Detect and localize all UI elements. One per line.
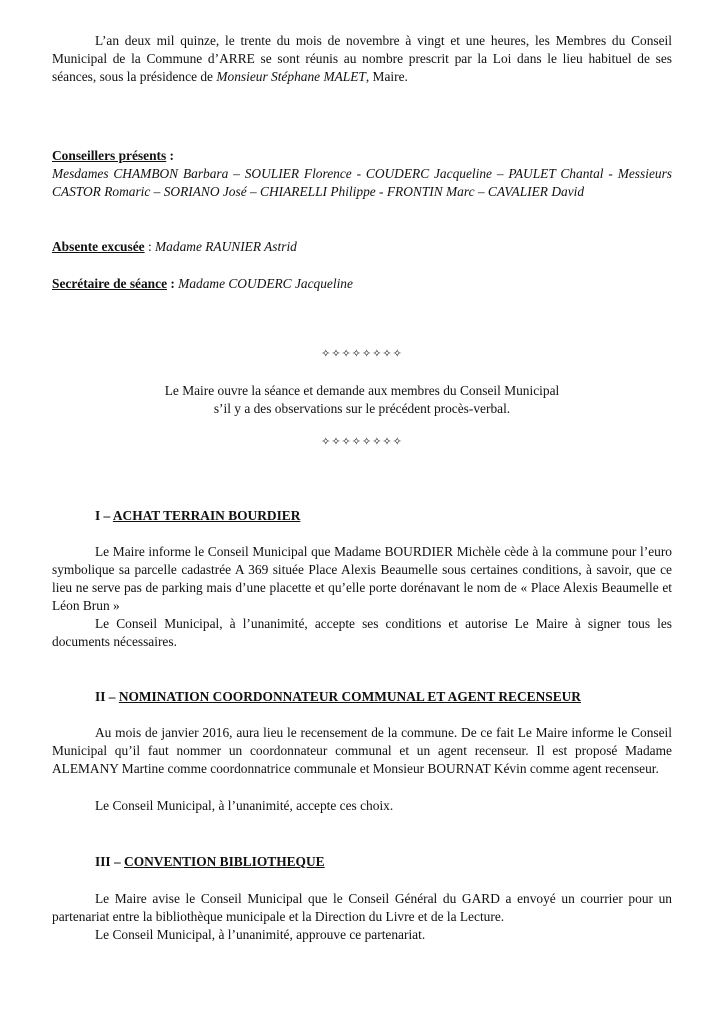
section-2-paragraph-2: Le Conseil Municipal, à l’unanimité, accepte ces choix. [95, 798, 394, 813]
section-2-heading [95, 688, 581, 706]
section-3-title: CONVENTION BIBLIOTHEQUE [124, 854, 325, 869]
presents-names: Mesdames CHAMBON Barbara – SOULIER Florence - COUDERC Jacqueline – PAULET Chantal - Messieurs CASTOR Romaric – SORIANO José – CHIARELLI Philippe - FRONTIN Marc – CAVALIER David [52, 166, 672, 199]
presents-colon: : [166, 148, 174, 163]
secretaire-colon: : [167, 276, 179, 291]
section-2-paragraph-1: Au mois de janvier 2016, aura lieu le recensement de la commune. De ce fait Le Maire informe le Conseil Municipal qu’il faut nommer un coordonnateur communal et un agent recenseur. Il est proposé Madame ALEMANY Martine comme coordonnatrice communale et Monsieur BOURNAT Kévin comme agent recenseur. [52, 725, 672, 776]
presents-label: Conseillers présents [52, 148, 167, 163]
section-3-paragraph-2: Le Conseil Municipal, à l’unanimité, approuve ce partenariat. [95, 927, 426, 942]
intro-text-end: , Maire. [365, 69, 408, 84]
section-1-title: ACHAT TERRAIN BOURDIER [112, 508, 301, 523]
section-3-heading [95, 853, 325, 871]
absent-name: Madame RAUNIER Astrid [155, 239, 297, 254]
opening-paragraph [52, 382, 672, 418]
intro-paragraph [52, 32, 672, 86]
section-1-paragraph-2: Le Conseil Municipal, à l’unanimité, accepte ses conditions et autorise Le Maire à signer tous les documents nécessaires. [52, 616, 672, 649]
separator-bottom: ✧✧✧✧✧✧✧✧ [321, 435, 403, 448]
absent-colon: : [144, 239, 156, 254]
absent-label: Absente excusée [52, 239, 145, 254]
section-1-number: I – [95, 508, 113, 523]
opening-line-2: s’il y a des observations sur le précédent procès-verbal. [213, 401, 511, 416]
intro-text: L’an deux mil quinze, le trente du mois de novembre à vingt et une heures, les Membres du Conseil Municipal de la Commune d’ARRE se sont réunis au nombre prescrit par la Loi dans le lieu habituel de ses séances, sous la présidence de [52, 33, 672, 84]
section-1-paragraph-1: Le Maire informe le Conseil Municipal que Madame BOURDIER Michèle cède à la commune pour l’euro symbolique sa parcelle cadastrée A 369 située Place Alexis Beaumelle sous certaines conditions, à savoir, que ce lieu ne serve pas de parking mais d’une placette et qu’elle porte dorénavant le nom de « Place Alexis Beaumelle et Léon Brun » [52, 544, 672, 613]
secretaire-label: Secrétaire de séance [52, 276, 168, 291]
absent-line [52, 238, 672, 256]
secretaire-name: Madame COUDERC Jacqueline [178, 276, 353, 291]
separator-top: ✧✧✧✧✧✧✧✧ [321, 347, 403, 360]
section-3-paragraph-1: Le Maire avise le Conseil Municipal que le Conseil Général du GARD a envoyé un courrier pour un partenariat entre la bibliothèque municipale et la Direction du Livre et de la Lecture. [52, 891, 672, 924]
secretaire-line [52, 275, 672, 293]
presents-block [52, 147, 672, 201]
section-3-number: III – [95, 854, 125, 869]
opening-line-1: Le Maire ouvre la séance et demande aux membres du Conseil Municipal [164, 383, 560, 398]
section-1-heading [95, 507, 300, 525]
section-2-title: NOMINATION COORDONNATEUR COMMUNAL ET AGENT RECENSEUR [118, 689, 581, 704]
section-2-number: II – [95, 689, 119, 704]
president-name: Monsieur Stéphane MALET [216, 69, 366, 84]
